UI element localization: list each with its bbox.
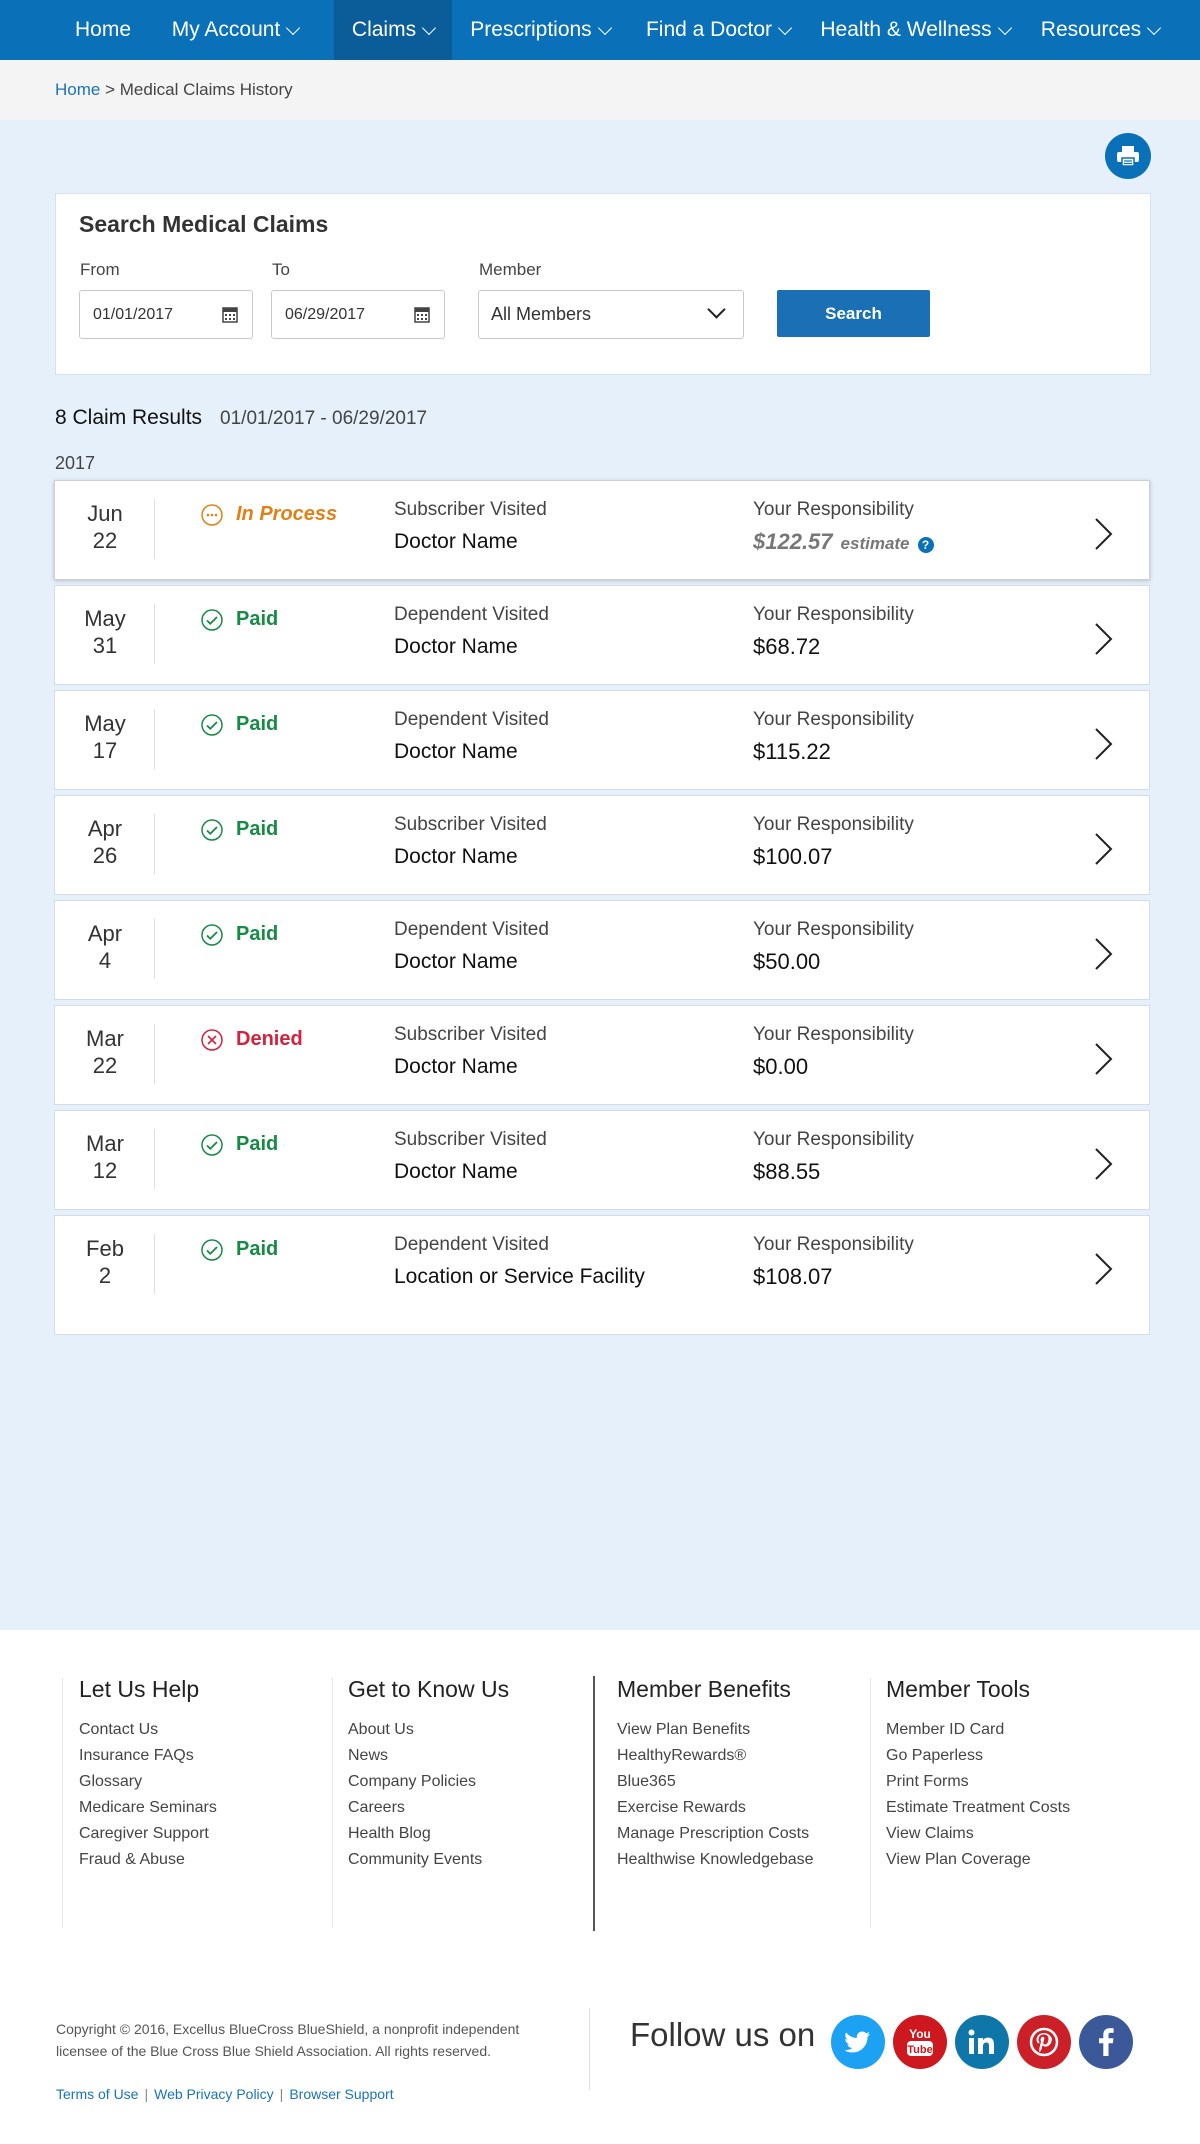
chevron-down-icon xyxy=(422,20,436,34)
footer-column-title: Let Us Help xyxy=(79,1676,200,1702)
to-date-value: 06/29/2017 xyxy=(285,305,366,323)
footer-link[interactable]: Estimate Treatment Costs xyxy=(886,1799,1071,1816)
breadcrumb-home-link[interactable]: Home xyxy=(55,80,101,99)
facebook-link[interactable] xyxy=(1079,2015,1133,2069)
responsibility-label: Your Responsibility xyxy=(753,709,914,730)
provider-name: Doctor Name xyxy=(394,1055,518,1078)
responsibility-amount: $68.72 xyxy=(753,634,821,659)
responsibility-label: Your Responsibility xyxy=(753,604,914,625)
svg-text:You: You xyxy=(909,2027,931,2041)
claim-visit xyxy=(394,1234,645,1289)
claim-day: 17 xyxy=(92,738,118,763)
breadcrumb xyxy=(0,60,1200,120)
footer-link[interactable]: Caregiver Support xyxy=(79,1825,209,1842)
chevron-right-icon[interactable] xyxy=(1091,517,1115,551)
copyright-text: Copyright © 2016, Excellus BlueCross BlueShield, a nonprofit independent licensee of the Blue Cross Blue Shield Association. All rights reserved. xyxy=(56,2021,520,2059)
from-date-value: 01/01/2017 xyxy=(93,305,174,323)
provider-name: Location or Service Facility xyxy=(394,1265,645,1288)
visited-label: Subscriber Visited xyxy=(394,814,547,835)
claim-divider xyxy=(154,1129,155,1189)
nav-item-label: Home xyxy=(74,18,132,41)
check-circle-icon xyxy=(201,924,223,946)
chevron-down-icon xyxy=(1147,20,1161,34)
member-label: Member xyxy=(479,260,542,279)
footer-link[interactable]: Manage Prescription Costs xyxy=(617,1825,810,1842)
facebook-icon xyxy=(1098,2028,1114,2056)
svg-text:Tube: Tube xyxy=(907,2044,933,2056)
claim-date xyxy=(55,710,155,764)
claim-divider xyxy=(154,604,155,664)
member-select-value: All Members xyxy=(491,304,592,324)
footer-link[interactable]: About Us xyxy=(348,1721,414,1738)
search-card xyxy=(55,193,1151,375)
claim-responsibility xyxy=(753,814,914,870)
visited-label: Dependent Visited xyxy=(394,919,549,940)
from-date-field[interactable] xyxy=(79,290,253,339)
claim-divider xyxy=(154,1024,155,1084)
footer-link[interactable]: Careers xyxy=(348,1799,405,1816)
footer-link[interactable]: View Claims xyxy=(886,1825,974,1842)
claim-row[interactable] xyxy=(54,1110,1150,1210)
footer-separator xyxy=(589,2008,590,2090)
link-separator: | xyxy=(279,2086,284,2102)
claim-row[interactable] xyxy=(54,795,1150,895)
results-range: 01/01/2017 - 06/29/2017 xyxy=(220,408,428,429)
claim-month: Feb xyxy=(86,1236,124,1261)
breadcrumb-separator: > xyxy=(105,80,116,99)
pinterest-icon xyxy=(1029,2027,1059,2057)
status-icon xyxy=(201,1134,223,1156)
visited-label: Subscriber Visited xyxy=(394,1129,547,1150)
chevron-right-icon[interactable] xyxy=(1091,937,1115,971)
nav-item-health-wellness[interactable] xyxy=(808,0,1022,60)
x-circle-icon xyxy=(201,1029,223,1051)
nav-item-prescriptions[interactable] xyxy=(452,0,628,60)
search-button[interactable]: Search xyxy=(777,290,930,337)
claim-divider xyxy=(154,1234,155,1294)
claim-day: 22 xyxy=(92,528,118,553)
claim-divider xyxy=(154,499,155,559)
claim-date xyxy=(55,500,155,554)
status-icon xyxy=(201,609,223,631)
footer-link[interactable]: View Plan Benefits xyxy=(617,1721,751,1738)
status-label: Paid xyxy=(236,608,279,630)
nav-item-resources[interactable] xyxy=(1022,0,1178,60)
help-icon[interactable]: ? xyxy=(918,537,934,553)
claim-day: 4 xyxy=(98,948,112,973)
claim-status xyxy=(201,503,337,526)
footer-link[interactable]: Member ID Card xyxy=(886,1721,1005,1738)
footer-column-title: Member Benefits xyxy=(617,1676,791,1702)
claims-list xyxy=(54,480,1150,1340)
claim-row[interactable] xyxy=(54,480,1150,580)
to-date-field[interactable] xyxy=(271,290,445,339)
terms-of-use-link[interactable]: Terms of Use xyxy=(56,2086,139,2102)
claim-visit xyxy=(394,1129,547,1184)
nav-item-label: Prescriptions xyxy=(470,18,592,41)
provider-name: Doctor Name xyxy=(394,530,518,553)
claim-month: Mar xyxy=(86,1026,124,1051)
footer-link[interactable]: Fraud & Abuse xyxy=(79,1851,185,1868)
claim-visit xyxy=(394,1024,547,1079)
provider-name: Doctor Name xyxy=(394,635,518,658)
claim-divider xyxy=(154,919,155,979)
youtube-icon xyxy=(905,2025,935,2059)
status-label: Paid xyxy=(236,923,279,945)
claim-visit xyxy=(394,814,547,869)
claim-divider xyxy=(154,814,155,874)
claim-date xyxy=(55,1130,155,1184)
footer-link[interactable]: Health Blog xyxy=(348,1825,431,1842)
responsibility-amount: $50.00 xyxy=(753,949,821,974)
linkedin-icon xyxy=(968,2029,996,2055)
claim-day: 22 xyxy=(92,1053,118,1078)
claim-status xyxy=(201,713,278,736)
footer-link[interactable]: Contact Us xyxy=(79,1721,159,1738)
footer-link[interactable]: HealthyRewards® xyxy=(617,1747,747,1764)
claim-responsibility xyxy=(753,1129,914,1185)
chevron-down-icon xyxy=(707,300,725,318)
claim-date xyxy=(55,815,155,869)
claim-day: 31 xyxy=(92,633,118,658)
claim-responsibility xyxy=(753,709,914,765)
claim-visit xyxy=(394,709,549,764)
status-label: Paid xyxy=(236,818,279,840)
member-select[interactable] xyxy=(478,290,744,339)
youtube-link[interactable] xyxy=(893,2015,947,2069)
claim-visit xyxy=(394,604,549,659)
chevron-right-icon[interactable] xyxy=(1091,1252,1115,1286)
status-icon xyxy=(201,714,223,736)
claim-day: 12 xyxy=(92,1158,118,1183)
claim-month: Mar xyxy=(86,1131,124,1156)
claim-status xyxy=(201,608,278,631)
chevron-right-icon[interactable] xyxy=(1091,1042,1115,1076)
footer-link[interactable]: Blue365 xyxy=(617,1773,676,1790)
footer-column-title: Member Tools xyxy=(886,1676,1031,1702)
claim-visit xyxy=(394,499,547,554)
claim-responsibility xyxy=(753,919,914,975)
claim-row[interactable] xyxy=(54,690,1150,790)
claim-status xyxy=(201,1133,278,1156)
status-icon xyxy=(201,504,223,526)
chevron-down-icon xyxy=(998,20,1012,34)
claim-day: 2 xyxy=(98,1263,112,1288)
claim-month: Apr xyxy=(87,816,123,841)
nav-item-label: Find a Doctor xyxy=(645,18,773,41)
footer-column-title: Get to Know Us xyxy=(348,1676,510,1702)
claim-date xyxy=(55,920,155,974)
check-circle-icon xyxy=(201,819,223,841)
responsibility-amount: $0.00 xyxy=(753,1054,809,1079)
web-privacy-policy-link[interactable]: Web Privacy Policy xyxy=(154,2086,274,2102)
claim-day: 26 xyxy=(92,843,118,868)
footer-link[interactable]: Print Forms xyxy=(886,1773,969,1790)
status-label: Paid xyxy=(236,1133,279,1155)
footer-column-member-tools xyxy=(886,1676,1146,1873)
status-icon xyxy=(201,819,223,841)
claim-responsibility xyxy=(753,1234,914,1290)
claim-row[interactable] xyxy=(54,585,1150,685)
calendar-icon[interactable] xyxy=(414,306,430,323)
claim-responsibility xyxy=(753,499,934,555)
claim-date xyxy=(55,1235,155,1289)
claim-month: May xyxy=(84,711,126,736)
twitter-link[interactable] xyxy=(831,2015,885,2069)
claim-row[interactable] xyxy=(54,900,1150,1000)
footer-link[interactable]: Medicare Seminars xyxy=(79,1799,217,1816)
footer-link[interactable]: Healthwise Knowledgebase xyxy=(617,1851,814,1868)
chevron-down-icon xyxy=(778,20,792,34)
nav-item-my-account[interactable] xyxy=(128,0,342,60)
results-header xyxy=(55,406,427,430)
provider-name: Doctor Name xyxy=(394,1160,518,1183)
claim-responsibility xyxy=(753,1024,914,1080)
claim-date xyxy=(55,605,155,659)
chevron-right-icon[interactable] xyxy=(1091,832,1115,866)
follow-us-label: Follow us on xyxy=(630,2016,816,2053)
footer-column-let-us-help xyxy=(79,1676,339,1873)
from-label: From xyxy=(80,260,120,279)
search-title: Search Medical Claims xyxy=(79,211,329,237)
responsibility-amount: $100.07 xyxy=(753,844,833,869)
status-label: Denied xyxy=(236,1028,303,1050)
responsibility-amount: $108.07 xyxy=(753,1264,833,1289)
responsibility-label: Your Responsibility xyxy=(753,919,914,940)
linkedin-link[interactable] xyxy=(955,2015,1009,2069)
claim-date xyxy=(55,1025,155,1079)
check-circle-icon xyxy=(201,714,223,736)
footer-link[interactable]: Community Events xyxy=(348,1851,483,1868)
footer-link[interactable]: View Plan Coverage xyxy=(886,1851,1031,1868)
footer-divider xyxy=(62,1678,63,1928)
check-circle-icon xyxy=(201,609,223,631)
responsibility-label: Your Responsibility xyxy=(753,814,914,835)
status-icon xyxy=(201,1239,223,1261)
legal-links xyxy=(56,2086,394,2102)
main-content xyxy=(0,120,1200,1630)
top-nav xyxy=(0,0,1200,60)
responsibility-amount: $88.55 xyxy=(753,1159,821,1184)
nav-item-claims[interactable] xyxy=(334,0,452,60)
claim-responsibility xyxy=(753,604,914,660)
visited-label: Dependent Visited xyxy=(394,604,549,625)
nav-item-label: Health & Wellness xyxy=(820,18,992,41)
nav-item-label: Claims xyxy=(351,18,417,41)
claim-month: Jun xyxy=(87,501,123,526)
responsibility-label: Your Responsibility xyxy=(753,1234,914,1255)
provider-name: Doctor Name xyxy=(394,950,518,973)
claim-status xyxy=(201,1238,278,1261)
nav-item-find-a-doctor[interactable] xyxy=(628,0,808,60)
print-button[interactable] xyxy=(1105,133,1151,179)
nav-item-label: Resources xyxy=(1040,18,1142,41)
responsibility-label: Your Responsibility xyxy=(753,1129,914,1150)
footer-link[interactable]: Glossary xyxy=(79,1773,143,1790)
nav-item-label: My Account xyxy=(171,18,281,41)
claim-row[interactable] xyxy=(54,1215,1150,1335)
chevron-right-icon[interactable] xyxy=(1091,727,1115,761)
to-label: To xyxy=(272,260,290,279)
twitter-icon xyxy=(845,2031,871,2053)
footer-link[interactable]: Insurance FAQs xyxy=(79,1747,194,1764)
responsibility-label: Your Responsibility xyxy=(753,1024,914,1045)
chevron-right-icon[interactable] xyxy=(1091,622,1115,656)
results-count: 8 Claim Results xyxy=(55,406,203,429)
footer-link[interactable]: Go Paperless xyxy=(886,1747,983,1764)
claim-status xyxy=(201,1028,303,1051)
calendar-icon[interactable] xyxy=(222,306,238,323)
claim-visit xyxy=(394,919,549,974)
pending-dots-icon xyxy=(201,504,223,526)
status-icon xyxy=(201,1029,223,1051)
breadcrumb-current: Medical Claims History xyxy=(119,80,293,99)
claim-status xyxy=(201,818,278,841)
footer-link[interactable]: Company Policies xyxy=(348,1773,477,1790)
status-label: In Process xyxy=(236,503,338,525)
claim-month: May xyxy=(84,606,126,631)
responsibility-amount: $115.22 xyxy=(753,739,831,764)
printer-icon xyxy=(1115,144,1141,168)
browser-support-link[interactable]: Browser Support xyxy=(289,2086,394,2102)
link-separator: | xyxy=(144,2086,149,2102)
visited-label: Dependent Visited xyxy=(394,709,549,730)
visited-label: Dependent Visited xyxy=(394,1234,549,1255)
footer-column-get-to-know-us xyxy=(348,1676,608,1873)
footer-link[interactable]: Exercise Rewards xyxy=(617,1799,746,1816)
check-circle-icon xyxy=(201,1239,223,1261)
visited-label: Subscriber Visited xyxy=(394,1024,547,1045)
responsibility-label: Your Responsibility xyxy=(753,499,914,520)
provider-name: Doctor Name xyxy=(394,740,518,763)
footer xyxy=(0,1630,1200,2144)
amount-value: $122.57 xyxy=(753,529,833,554)
chevron-right-icon[interactable] xyxy=(1091,1147,1115,1181)
claim-status xyxy=(201,923,278,946)
pinterest-link[interactable] xyxy=(1017,2015,1071,2069)
claim-row[interactable] xyxy=(54,1005,1150,1105)
claim-month: Apr xyxy=(87,921,123,946)
footer-link[interactable]: News xyxy=(348,1747,389,1764)
provider-name: Doctor Name xyxy=(394,845,518,868)
check-circle-icon xyxy=(201,1134,223,1156)
year-label: 2017 xyxy=(55,453,96,473)
chevron-down-icon xyxy=(598,20,612,34)
chevron-down-icon xyxy=(286,20,300,34)
responsibility-amount xyxy=(753,529,934,555)
claim-divider xyxy=(154,709,155,769)
status-icon xyxy=(201,924,223,946)
status-label: Paid xyxy=(236,1238,279,1260)
estimate-label: estimate xyxy=(840,534,910,553)
visited-label: Subscriber Visited xyxy=(394,499,547,520)
status-label: Paid xyxy=(236,713,279,735)
footer-column-member-benefits xyxy=(617,1676,877,1873)
